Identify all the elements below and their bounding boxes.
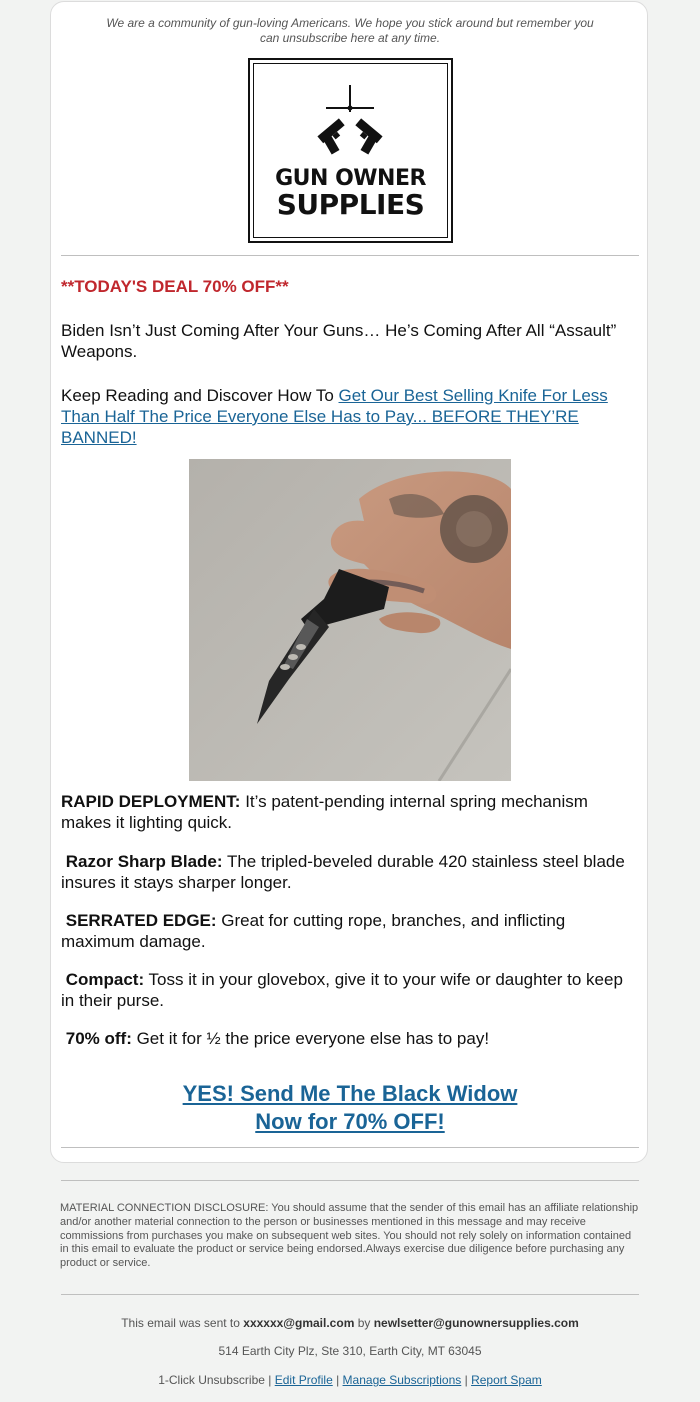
offer-link[interactable]: Get Our Best Selling Knife For Less Than Half The Price Everyone Else Has to Pay... BEFORE THEY’RE BANNED! [61, 386, 608, 447]
footer-address: 514 Earth City Plz, Ste 310, Earth City, MT 63045 [218, 1344, 482, 1358]
feature-title: SERRATED EDGE: [65, 911, 217, 930]
feature-text: The tripled-beveled durable 420 stainless steel blade insures it stays sharper longer. [61, 852, 625, 892]
report-spam-link[interactable]: Report Spam [471, 1373, 542, 1387]
divider [61, 1294, 639, 1295]
feature-title: Compact: [65, 970, 145, 989]
footer-links [60, 1373, 640, 1387]
brand-logo [248, 58, 453, 243]
feature-razor-sharp-blade [61, 851, 631, 893]
feature-rapid-deployment [61, 791, 631, 833]
feature-title: 70% off: [65, 1029, 132, 1048]
feature-title: Razor Sharp Blade: [65, 852, 223, 871]
intro-paragraph [61, 385, 631, 448]
footer-by: by [354, 1316, 374, 1330]
feature-text: Toss it in your glovebox, give it to your wife or daughter to keep in their purse. [61, 970, 623, 1010]
deal-heading: **TODAY'S DEAL 70% OFF** [61, 277, 289, 296]
intro-text: Keep Reading and Discover How To [61, 386, 339, 405]
feature-text: Get it for ½ the price everyone else has to pay! [131, 1029, 490, 1048]
separator: | [332, 1373, 343, 1387]
edit-profile-link[interactable]: Edit Profile [274, 1373, 333, 1387]
manage-subscriptions-link[interactable]: Manage Subscriptions [342, 1373, 462, 1387]
divider [61, 255, 639, 256]
divider [61, 1180, 639, 1181]
intro-line-1: We are a community of gun-loving Americans. We hope you stick around but remember you [106, 16, 594, 30]
feature-discount [61, 1028, 631, 1049]
cta-link-line-2[interactable]: Now for 70% OFF! [255, 1109, 445, 1134]
separator: | [264, 1373, 275, 1387]
cta-link[interactable] [61, 1080, 639, 1136]
logo-text-line-1: GUN OWNER [275, 166, 426, 191]
feature-title: RAPID DEPLOYMENT: [61, 792, 241, 811]
crossed-pistols-crosshair-icon [310, 80, 390, 162]
feature-text: It’s patent-pending internal spring mechanism makes it lighting quick. [61, 792, 588, 832]
feature-compact [61, 969, 631, 1011]
footer-sent-info [60, 1316, 640, 1330]
intro-notice [60, 16, 640, 46]
divider [61, 1147, 639, 1148]
material-disclosure: MATERIAL CONNECTION DISCLOSURE: You should assume that the sender of this email has an affiliate relationship and/or another material connection to the person or businesses mentioned in this message and may receive commissions from purchases you make on subsequent web sites. You should not rely solely on information contained in this email to evaluate the product or service being endorsed.Always exercise due diligence before purchasing any product or service. [60, 1202, 639, 1270]
footer-sender: newlsetter@gunownersupplies.com [373, 1316, 579, 1330]
knife-product-image[interactable] [189, 459, 511, 781]
unsubscribe-link[interactable]: 1-Click Unsubscribe [158, 1373, 265, 1387]
footer-sent-prefix: This email was sent to [121, 1316, 244, 1330]
hand-holding-knife-photo [189, 459, 511, 781]
separator: | [461, 1373, 472, 1387]
intro-unsubscribe-line[interactable]: can unsubscribe here at any time. [259, 31, 441, 45]
footer-recipient: xxxxxx@gmail.com [243, 1316, 355, 1330]
headline: Biden Isn’t Just Coming After Your Guns… He’s Coming After All “Assault” Weapons. [61, 321, 617, 361]
feature-text: Great for cutting rope, branches, and inflicting maximum damage. [61, 911, 566, 951]
logo-text-line-2: SUPPLIES [276, 188, 425, 221]
cta-link-line-1[interactable]: YES! Send Me The Black Widow [182, 1081, 518, 1106]
feature-serrated-edge [61, 910, 631, 952]
